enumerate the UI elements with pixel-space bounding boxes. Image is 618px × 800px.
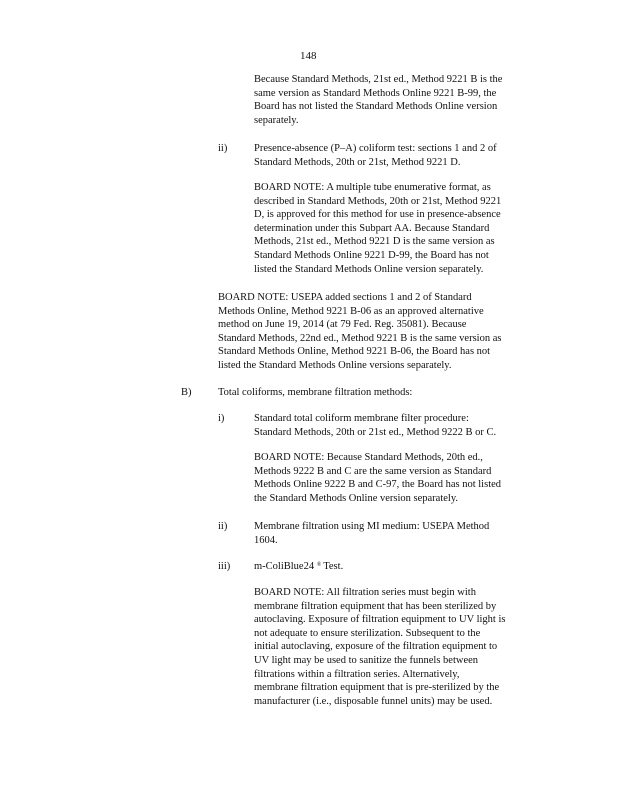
text-line: Board has not listed the Standard Methods Online version: [254, 101, 498, 113]
item-b-iii-text: [254, 560, 343, 576]
text-line: listed the Standard Methods Online version separately.: [254, 263, 484, 275]
paragraph-9221b-note: [254, 73, 538, 127]
board-note-filtration: [254, 586, 538, 708]
text-line: Standard total coliform membrane filter procedure:: [254, 413, 469, 424]
method-suffix: Test.: [323, 561, 344, 572]
text-line: BOARD NOTE: Because Standard Methods, 20th ed.,: [254, 452, 483, 463]
text-line: Standard Methods Online 9221 D-99, the Board has not: [254, 249, 489, 261]
text-line: Standard Methods, 20th or 21st ed., Method 9222 B or C.: [254, 426, 497, 438]
item-ii-text: [254, 142, 538, 169]
text-line: filtrations within a filtration series. Alternatively,: [254, 668, 460, 680]
registered-mark-icon: ®: [316, 562, 321, 568]
text-line: method on June 19, 2014 (at 79 Fed. Reg. 35081). Because: [218, 319, 467, 331]
item-label-b-i: i): [218, 413, 225, 424]
page-number: 148: [300, 50, 317, 62]
text-line: BOARD NOTE: A multiple tube enumerative format, as: [254, 182, 491, 193]
text-line: BOARD NOTE: USEPA added sections 1 and 2 of Standard: [218, 292, 472, 303]
text-line: same version as Standard Methods Online 9221 B-99, the: [254, 87, 497, 99]
section-b-heading: Total coliforms, membrane filtration methods:: [218, 387, 413, 398]
text-line: membrane filtration equipment that is pre-sterilized by the: [254, 682, 500, 694]
text-line: Methods 9222 B and C are the same version as Standard: [254, 465, 492, 477]
board-note-9222: [254, 451, 538, 505]
item-label-ii: ii): [218, 143, 228, 154]
item-b-ii-text: [254, 520, 538, 547]
text-line: BOARD NOTE: All filtration series must begin with: [254, 587, 476, 598]
text-line: Methods Online, Method 9221 B-06 as an approved alternative: [218, 305, 484, 317]
text-line: Standard Methods, 20th or 21st, Method 9221 D.: [254, 156, 461, 168]
text-line: manufacturer (i.e., disposable funnel units) may be used.: [254, 695, 493, 707]
text-line: the Standard Methods Online version separately.: [254, 492, 459, 504]
text-line: Methods, 21st ed., Method 9221 D is the same version as: [254, 236, 495, 248]
text-line: Membrane filtration using MI medium: USEPA Method: [254, 521, 490, 532]
text-line: 1604.: [254, 534, 278, 546]
board-note-9221d: [254, 181, 538, 276]
text-line: determination under this Subpart AA. Because Standard: [254, 222, 490, 234]
text-line: Presence-absence (P–A) coliform test: sections 1 and 2 of: [254, 143, 497, 154]
text-line: Because Standard Methods, 21st ed., Method 9221 B is the: [254, 74, 503, 85]
text-line: described in Standard Methods, 20th or 21st, Method 9221: [254, 195, 502, 207]
text-line: membrane filtration equipment that has been sterilized by: [254, 600, 497, 612]
text-line: Standard Methods, 22nd ed., Method 9221 B is the same version as: [218, 332, 502, 344]
item-label-b-iii: iii): [218, 561, 231, 572]
text-line: autoclaving. Exposure of filtration equipment to UV light is: [254, 614, 506, 626]
text-line: Methods Online 9222 B and C-97, the Board has not listed: [254, 479, 502, 491]
section-label-b: B): [181, 387, 192, 398]
text-line: not adequate to ensure sterilization. Subsequent to the: [254, 627, 481, 639]
item-b-i-text: [254, 412, 538, 439]
text-line: listed the Standard Methods Online versions separately.: [218, 359, 452, 371]
method-name: m-ColiBlue24: [254, 561, 315, 572]
board-note-usepa: [218, 291, 538, 373]
text-line: Standard Methods Online, Method 9221 B-06, the Board has not: [218, 346, 491, 358]
text-line: D, is approved for this method for use in presence-absence: [254, 209, 501, 221]
text-line: UV light may be used to sanitize the funnels between: [254, 654, 479, 666]
text-line: separately.: [254, 114, 299, 126]
item-label-b-ii: ii): [218, 521, 228, 532]
text-line: initial autoclaving, exposure of the filtration equipment to: [254, 641, 498, 653]
